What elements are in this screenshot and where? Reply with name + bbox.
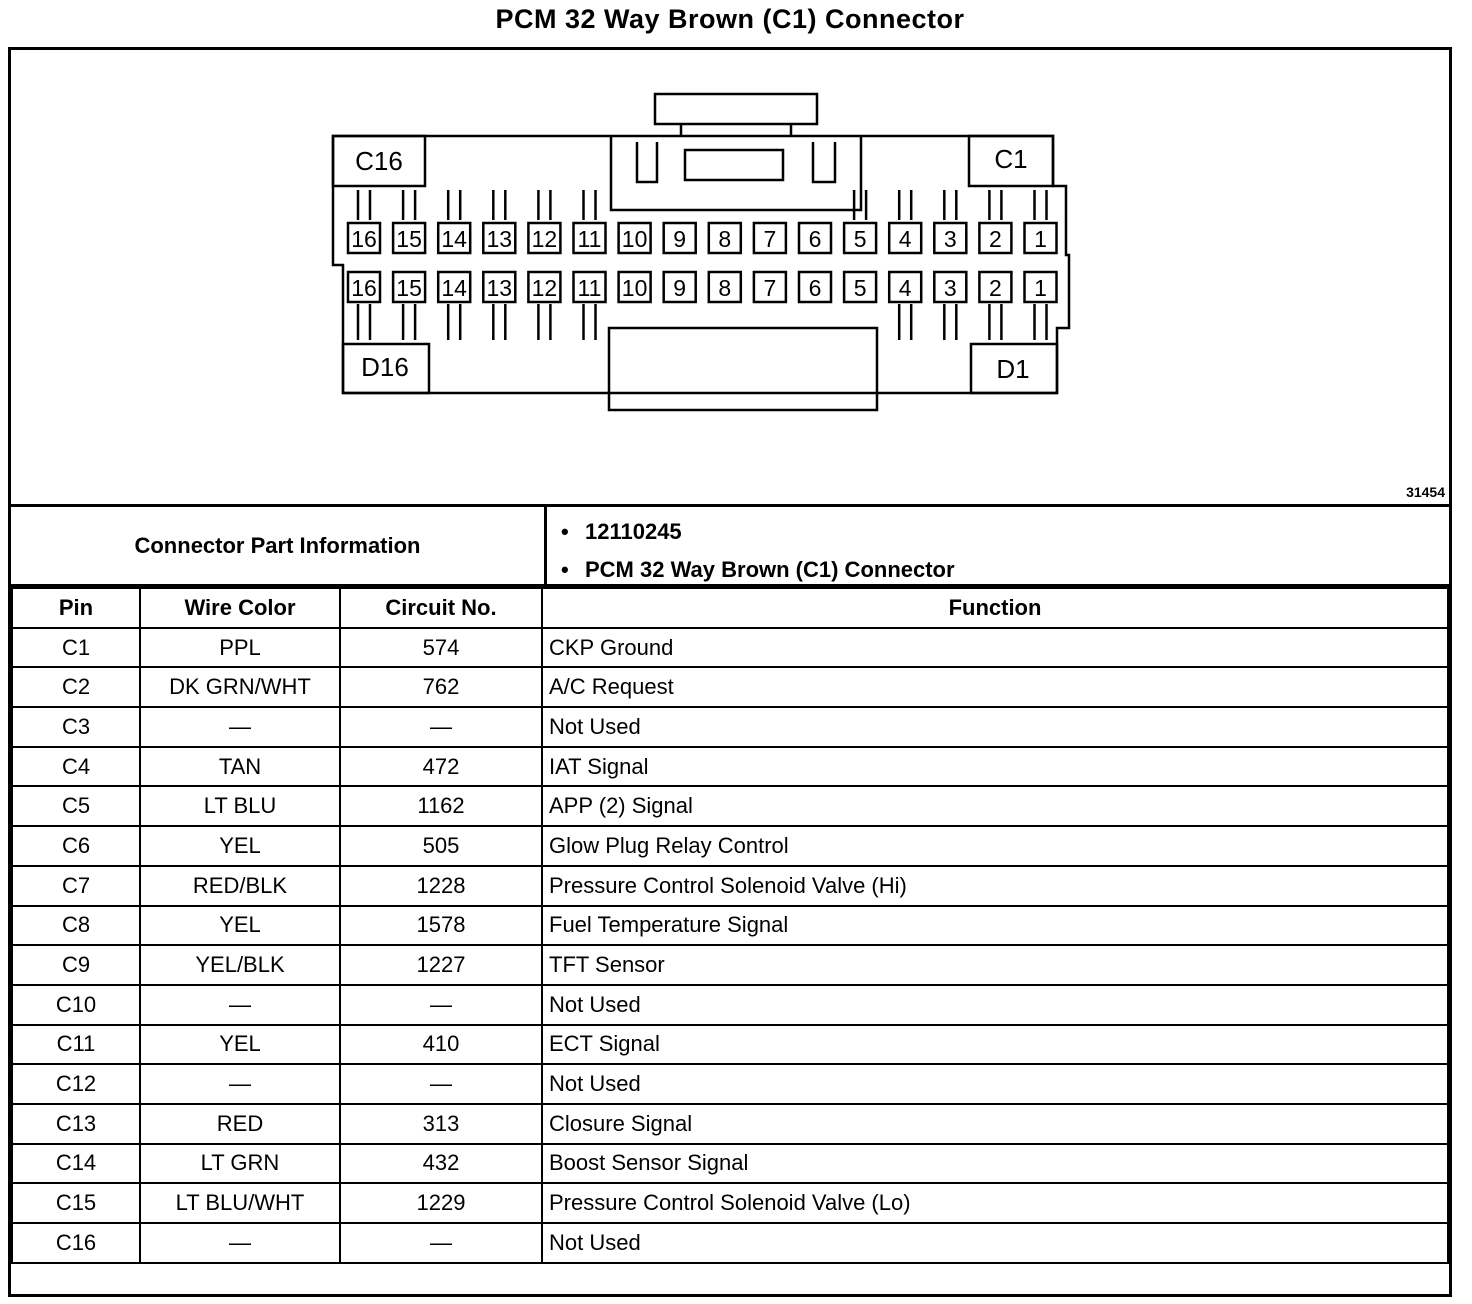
connector-diagram — [11, 50, 1449, 507]
terminal-number: 16 — [351, 226, 377, 252]
terminal-row-d — [348, 272, 1057, 302]
label-c16: C16 — [355, 146, 403, 176]
table-row — [12, 667, 1448, 707]
table-row — [12, 786, 1448, 826]
circuit-no-cell: — — [340, 707, 542, 747]
table-row — [12, 1104, 1448, 1144]
table-row — [12, 707, 1448, 747]
pin-cell: C7 — [12, 866, 140, 906]
function-cell: APP (2) Signal — [542, 786, 1448, 826]
function-cell: CKP Ground — [542, 628, 1448, 668]
circuit-no-cell: 762 — [340, 667, 542, 707]
terminal-number: 3 — [943, 226, 957, 252]
connector-document — [8, 47, 1452, 1297]
terminal-number: 7 — [763, 226, 777, 252]
function-cell: Not Used — [542, 707, 1448, 747]
circuit-no-cell: 505 — [340, 826, 542, 866]
table-row — [12, 1183, 1448, 1223]
circuit-no-cell: 1162 — [340, 786, 542, 826]
terminal-number: 9 — [673, 275, 687, 301]
terminal-number: 10 — [621, 275, 648, 301]
terminal-number: 15 — [396, 275, 422, 301]
terminal-number: 10 — [621, 226, 648, 252]
pin-cell: C12 — [12, 1064, 140, 1104]
key-ribs — [637, 142, 835, 182]
pin-cell: C6 — [12, 826, 140, 866]
wire-color-cell: TAN — [140, 747, 340, 787]
key-window — [611, 136, 861, 210]
wire-color-cell: YEL — [140, 1025, 340, 1065]
terminal-ribs — [358, 190, 1047, 340]
circuit-no-cell: 472 — [340, 747, 542, 787]
function-cell: Boost Sensor Signal — [542, 1144, 1448, 1184]
circuit-no-cell: 410 — [340, 1025, 542, 1065]
pin-cell: C11 — [12, 1025, 140, 1065]
wire-color-cell: DK GRN/WHT — [140, 667, 340, 707]
header-wire-color: Wire Color — [140, 588, 340, 628]
pin-cell: C8 — [12, 906, 140, 946]
terminal-number: 13 — [486, 226, 513, 252]
function-cell: TFT Sensor — [542, 945, 1448, 985]
function-cell: ECT Signal — [542, 1025, 1448, 1065]
circuit-no-cell: 432 — [340, 1144, 542, 1184]
pin-cell: C10 — [12, 985, 140, 1025]
wire-color-cell: PPL — [140, 628, 340, 668]
terminal-number: 15 — [396, 226, 422, 252]
wire-color-cell: — — [140, 1223, 340, 1263]
terminal-number: 16 — [351, 275, 377, 301]
wire-color-cell: LT BLU/WHT — [140, 1183, 340, 1223]
table-row — [12, 826, 1448, 866]
wire-color-cell: RED/BLK — [140, 866, 340, 906]
header-function: Function — [542, 588, 1448, 628]
terminal-number: 9 — [673, 226, 687, 252]
function-cell: A/C Request — [542, 667, 1448, 707]
circuit-no-cell: — — [340, 1064, 542, 1104]
latch-stem — [681, 124, 791, 136]
pin-cell: C1 — [12, 628, 140, 668]
function-cell: Pressure Control Solenoid Valve (Hi) — [542, 866, 1448, 906]
terminal-number: 14 — [441, 226, 467, 252]
circuit-no-cell: 1227 — [340, 945, 542, 985]
function-cell: Pressure Control Solenoid Valve (Lo) — [542, 1183, 1448, 1223]
terminal-number: 12 — [531, 226, 558, 252]
terminal-number: 1 — [1034, 226, 1047, 252]
circuit-no-cell: 574 — [340, 628, 542, 668]
header-pin: Pin — [12, 588, 140, 628]
table-row — [12, 628, 1448, 668]
terminal-number: 6 — [808, 275, 822, 301]
terminal-number: 14 — [441, 275, 467, 301]
key-slot — [685, 150, 783, 180]
table-row — [12, 866, 1448, 906]
terminal-number: 4 — [898, 226, 912, 252]
table-header-row — [12, 588, 1448, 628]
circuit-no-cell: — — [340, 1223, 542, 1263]
page-title: PCM 32 Way Brown (C1) Connector — [495, 4, 965, 34]
pin-cell: C4 — [12, 747, 140, 787]
function-cell: IAT Signal — [542, 747, 1448, 787]
table-row — [12, 1223, 1448, 1263]
circuit-no-cell: 1228 — [340, 866, 542, 906]
pinout-rows — [12, 628, 1448, 1263]
terminal-number: 13 — [486, 275, 513, 301]
part-number: • 12110245 — [557, 513, 955, 551]
terminal-number: 2 — [989, 275, 1002, 301]
table-row — [12, 1025, 1448, 1065]
wire-color-cell: RED — [140, 1104, 340, 1144]
terminal-number: 5 — [853, 275, 867, 301]
connector-body-outline — [333, 136, 1069, 393]
wire-color-cell: YEL/BLK — [140, 945, 340, 985]
table-row — [12, 1064, 1448, 1104]
label-d1: D1 — [996, 354, 1030, 384]
part-info-list — [557, 513, 955, 589]
function-cell: Glow Plug Relay Control — [542, 826, 1448, 866]
table-row — [12, 747, 1448, 787]
lower-center-block — [609, 328, 877, 410]
terminal-number: 4 — [898, 275, 912, 301]
function-cell: Not Used — [542, 1064, 1448, 1104]
pin-cell: C5 — [12, 786, 140, 826]
pin-cell: C3 — [12, 707, 140, 747]
wire-color-cell: LT BLU — [140, 786, 340, 826]
wire-color-cell: YEL — [140, 826, 340, 866]
function-cell: Closure Signal — [542, 1104, 1448, 1144]
label-c1: C1 — [994, 144, 1028, 174]
table-row — [12, 906, 1448, 946]
connector-face-drawing — [11, 50, 1449, 504]
table-row — [12, 945, 1448, 985]
latch-tab — [655, 94, 817, 124]
wire-color-cell: YEL — [140, 906, 340, 946]
header-circuit-no: Circuit No. — [340, 588, 542, 628]
label-d16: D16 — [361, 352, 409, 382]
pin-cell: C2 — [12, 667, 140, 707]
table-row — [12, 985, 1448, 1025]
wire-color-cell: — — [140, 707, 340, 747]
terminal-row-c — [348, 223, 1057, 253]
function-cell: Fuel Temperature Signal — [542, 906, 1448, 946]
pinout-table — [11, 587, 1449, 1264]
circuit-no-cell: — — [340, 985, 542, 1025]
wire-color-cell: — — [140, 985, 340, 1025]
part-info-label: Connector Part Information — [11, 507, 547, 584]
circuit-no-cell: 1578 — [340, 906, 542, 946]
pin-cell: C14 — [12, 1144, 140, 1184]
circuit-no-cell: 1229 — [340, 1183, 542, 1223]
circuit-no-cell: 313 — [340, 1104, 542, 1144]
terminal-number: 11 — [577, 275, 602, 301]
figure-id: 31454 — [1406, 484, 1445, 500]
terminal-number: 12 — [531, 275, 558, 301]
pin-cell: C9 — [12, 945, 140, 985]
part-description: • PCM 32 Way Brown (C1) Connector — [557, 551, 955, 589]
function-cell: Not Used — [542, 985, 1448, 1025]
pin-cell: C15 — [12, 1183, 140, 1223]
terminal-number: 8 — [718, 226, 732, 252]
terminal-number: 1 — [1034, 275, 1047, 301]
terminal-number: 2 — [989, 226, 1002, 252]
connector-part-info — [11, 507, 1449, 587]
terminal-number: 11 — [577, 226, 602, 252]
terminal-number: 3 — [943, 275, 957, 301]
terminal-number: 7 — [763, 275, 777, 301]
wire-color-cell: LT GRN — [140, 1144, 340, 1184]
terminal-number: 8 — [718, 275, 732, 301]
terminal-number: 6 — [808, 226, 822, 252]
table-row — [12, 1144, 1448, 1184]
terminal-number: 5 — [853, 226, 867, 252]
function-cell: Not Used — [542, 1223, 1448, 1263]
pin-cell: C16 — [12, 1223, 140, 1263]
pin-cell: C13 — [12, 1104, 140, 1144]
wire-color-cell: — — [140, 1064, 340, 1104]
